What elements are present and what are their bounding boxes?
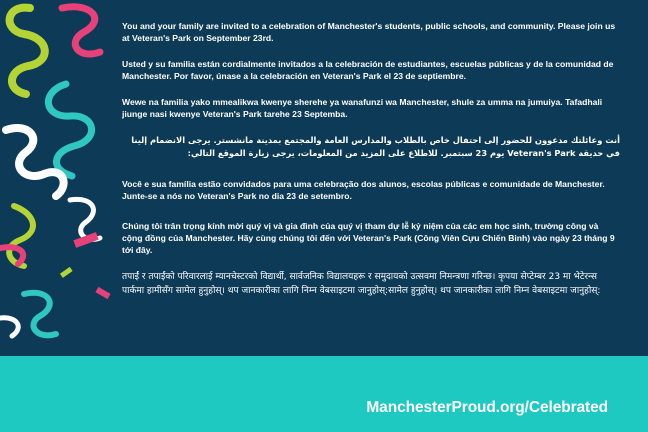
confetti-strip-green-small [60, 267, 73, 278]
paragraph-vietnamese: Chúng tôi trân trọng kính mời quý vị và gia đình của quý vị tham dự lễ kỷ niệm của các em học sinh, trường công và cộng đồng của Manchester. Hãy cùng chúng tôi đến với Veteran's Park (Công Viên Cựu Chiến Binh) vào ngày 23 tháng 9 tới đây. [122, 221, 615, 255]
invitation-text [122, 20, 620, 312]
paragraph-arabic: أنت وعائلتك مدعوون للحضور إلى احتفال خاص بالطلاب والمدارس العامة والمجتمع بمدينة مانشستر. يرجى الانضمام إلينا في حديقة Veteran's Park يوم 23 سبتمبر. للاطلاع على المزيد من المعلومات، يرجى زيارة الموقع التالي: [131, 135, 620, 158]
confetti-swirl-teal-low [24, 293, 56, 336]
confetti-swirl-teal [48, 84, 91, 176]
paragraph-swahili: Wewe na familia yako mmealikwa kwenye sherehe ya wanafunzi wa Manchester, shule za umma na jumuiya. Tafadhali jiunge nasi kwenye Veteran's Park tarehe 23 Septemba. [122, 97, 603, 119]
paragraph-nepali: तपाईं र तपाईंको परिवारलाई म्यानचेस्टरको विद्यार्थी, सार्वजनिक विद्यालयहरू र समुदायको उत्सवमा निमन्त्रणा गरिन्छ। कृपया सेप्टेम्बर 23 मा भेटेरन्स पार्कमा हामीसँग सामेल हुनुहोस्। थप जानकारीका लागि निम्न वेबसाइटमा जानुहोस्:सामेल हुनुहोस्। थप जानकारीका लागि निम्न वेबसाइटमा जानुहोस्: [122, 272, 601, 296]
paragraph-spanish: Usted y su familia están cordialmente invitados a la celebración de estudiantes, escuelas públicas y de la comunidad de Manchester. Por favor, únase a la celebración en Veteran's Park el 23 de septiembre. [122, 59, 614, 81]
confetti-strip-pink [73, 232, 98, 248]
confetti-swirl-white-low [0, 318, 18, 336]
confetti-strip-pink-small [95, 287, 110, 299]
paragraph-portuguese: Você e sua família estão convidados para uma celebração dos alunos, escolas públicas e comunidade de Manchester. Junte-se a nós no Veteran's Park no dia 23 de setembro. [122, 179, 605, 201]
footer-url-link[interactable]: ManchesterProud.org/Celebrated [366, 399, 608, 416]
paragraph-english: You and your family are invited to a celebration of Manchester's students, public schools, and community. Please join us at Veteran's Park on September 23rd. [122, 21, 616, 43]
confetti-swirl-pink-top [62, 7, 100, 54]
footer [0, 356, 648, 432]
confetti-swirl-green [10, 8, 45, 94]
